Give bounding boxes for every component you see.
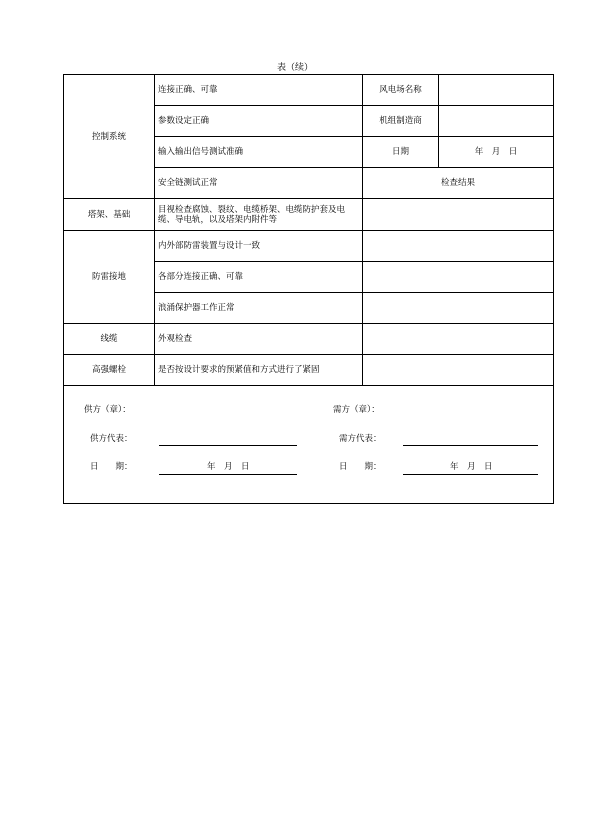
result-cell[interactable] <box>363 199 554 231</box>
table-row <box>64 75 554 106</box>
result-cell[interactable] <box>363 262 554 293</box>
demander-rep-line[interactable] <box>403 445 538 446</box>
item-control-2: 参数设定正确 <box>155 106 363 137</box>
category-cable: 线缆 <box>64 324 155 355</box>
item-tower: 目视检查腐蚀、裂纹、电缆桥架、电缆防护套及电缆、导电轨，以及塔架内附件等 <box>155 199 363 231</box>
item-bolt: 是否按设计要求的预紧值和方式进行了紧固 <box>155 355 363 386</box>
table-row <box>64 324 554 355</box>
manufacturer-value[interactable] <box>439 106 554 137</box>
manufacturer-label: 机组制造商 <box>363 106 439 137</box>
demander-date-line[interactable] <box>403 474 538 475</box>
supplier-seal-label: 供方（章）： <box>84 405 131 415</box>
result-cell[interactable] <box>363 355 554 386</box>
demander-date-label: 日 期： <box>339 462 382 472</box>
item-control-4: 安全链测试正常 <box>155 168 363 199</box>
category-control-system: 控制系统 <box>64 75 155 199</box>
wind-farm-name-label: 风电场名称 <box>363 75 439 106</box>
table-row <box>64 231 554 262</box>
supplier-rep-line[interactable] <box>159 445 297 446</box>
result-cell[interactable] <box>363 324 554 355</box>
demander-date-value: 年 月 日 <box>450 462 493 472</box>
demander-seal-label: 需方（章）： <box>333 405 380 415</box>
signature-section <box>64 386 554 504</box>
category-lightning: 防雷接地 <box>64 231 155 324</box>
result-cell[interactable] <box>363 231 554 262</box>
date-label: 日期 <box>363 137 439 168</box>
wind-farm-name-value[interactable] <box>439 75 554 106</box>
supplier-date-label: 日 期： <box>90 462 133 472</box>
item-lightning-3: 浪涌保护器工作正常 <box>155 293 363 324</box>
result-cell[interactable] <box>363 293 554 324</box>
category-bolt: 高强螺栓 <box>64 355 155 386</box>
table-row <box>64 199 554 231</box>
supplier-rep-label: 供方代表： <box>90 434 133 444</box>
item-cable: 外观检查 <box>155 324 363 355</box>
supplier-date-line[interactable] <box>159 474 297 475</box>
demander-rep-label: 需方代表： <box>339 434 382 444</box>
item-lightning-2: 各部分连接正确、可靠 <box>155 262 363 293</box>
date-value[interactable]: 年 月 日 <box>439 137 554 168</box>
item-control-1: 连接正确、可靠 <box>155 75 363 106</box>
item-lightning-1: 内外部防雷装置与设计一致 <box>155 231 363 262</box>
inspection-form-table <box>63 74 554 504</box>
result-header: 检查结果 <box>363 168 554 199</box>
table-row <box>64 355 554 386</box>
category-tower: 塔架、基础 <box>64 199 155 231</box>
signature-row <box>64 386 554 504</box>
supplier-date-value: 年 月 日 <box>207 462 250 472</box>
item-control-3: 输入输出信号测试准确 <box>155 137 363 168</box>
page-title: 表（续） <box>276 63 313 73</box>
